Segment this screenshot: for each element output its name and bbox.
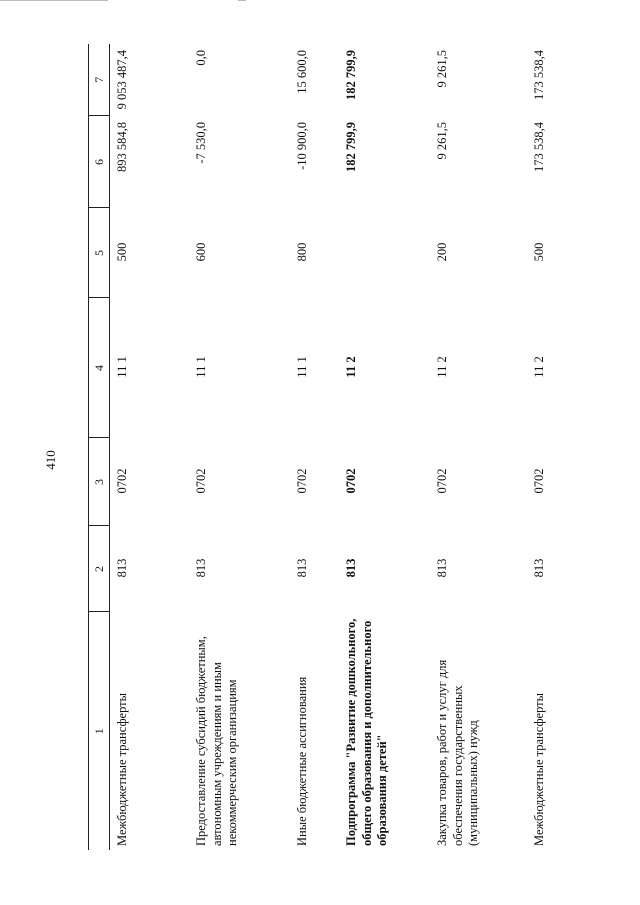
row-section-code: 0702	[194, 468, 208, 494]
row-amount-total: 182 799,9	[344, 50, 358, 100]
row-amount-change: -7 530,0	[194, 122, 208, 164]
row-program-code: 11 2	[532, 356, 546, 378]
scan-edge-mark-left	[0, 0, 108, 1]
row-amount-total: 0,0	[194, 50, 208, 66]
row-amount-total: 15 600,0	[295, 50, 309, 94]
header-col-7: 7	[89, 44, 110, 116]
row-ministry-code: 813	[532, 558, 546, 578]
row-section-code: 0702	[435, 468, 449, 494]
row-program-code: 11 1	[295, 356, 309, 378]
row-expense-type	[339, 208, 430, 298]
budget-table	[88, 44, 592, 850]
table-row	[189, 44, 290, 850]
row-expense-type: 600	[194, 242, 208, 262]
header-col-4: 4	[89, 298, 110, 438]
table-row	[110, 44, 190, 850]
row-ministry-code: 813	[435, 558, 449, 578]
header-col-2: 2	[89, 526, 110, 612]
row-expense-type: 800	[295, 242, 309, 262]
row-amount-change: 182 799,9	[344, 122, 358, 172]
header-row	[89, 44, 110, 850]
row-name: Межбюджетные трансферты	[532, 692, 546, 846]
header-col-3: 3	[89, 438, 110, 526]
row-name: Подпрограмма "Развитие дошкольного, общего образования и дополнительного образования детей"	[344, 618, 390, 846]
table-row	[527, 44, 592, 850]
row-amount-change: 173 538,4	[532, 122, 546, 172]
row-program-code: 11 1	[194, 356, 208, 378]
table-row-subprogram	[339, 44, 430, 850]
row-ministry-code: 813	[344, 558, 358, 578]
row-ministry-code: 813	[115, 558, 129, 578]
row-section-code: 0702	[295, 468, 309, 494]
header-col-1: 1	[89, 612, 110, 850]
row-amount-change: 9 261,5	[435, 122, 449, 160]
row-ministry-code: 813	[194, 558, 208, 578]
row-name: Предоставление субсидий бюджетным, автономным учреждениям и иным некоммерческим организациям	[194, 636, 240, 846]
row-expense-type: 500	[532, 242, 546, 262]
row-name: Межбюджетные трансферты	[115, 692, 129, 846]
rotated-table-container	[88, 44, 621, 850]
document-table-area	[88, 44, 621, 850]
row-program-code: 11 2	[344, 356, 358, 378]
row-section-code: 0702	[344, 468, 358, 494]
header-col-6: 6	[89, 116, 110, 208]
row-ministry-code: 813	[295, 558, 309, 578]
row-amount-total: 9 261,5	[435, 50, 449, 88]
row-program-code: 11 1	[115, 356, 129, 378]
row-amount-change: 893 584,8	[115, 122, 129, 172]
row-name: Иные бюджетные ассигнования	[295, 676, 309, 846]
row-expense-type: 500	[115, 242, 129, 262]
row-section-code: 0702	[115, 468, 129, 494]
row-amount-total: 9 053 487,4	[115, 50, 129, 110]
row-expense-type: 200	[435, 242, 449, 262]
row-name: Закупка товаров, работ и услуг для обеспечения государственных (муниципальных) нужд	[435, 659, 481, 846]
row-amount-change: -10 900,0	[295, 122, 309, 170]
header-col-5: 5	[89, 208, 110, 298]
table-row	[430, 44, 527, 850]
page-number: 410	[43, 450, 58, 470]
row-program-code: 11 2	[435, 356, 449, 378]
row-section-code: 0702	[532, 468, 546, 494]
table-row	[290, 44, 339, 850]
row-amount-total: 173 538,4	[532, 50, 546, 100]
scan-edge-mark-right	[238, 0, 246, 1]
